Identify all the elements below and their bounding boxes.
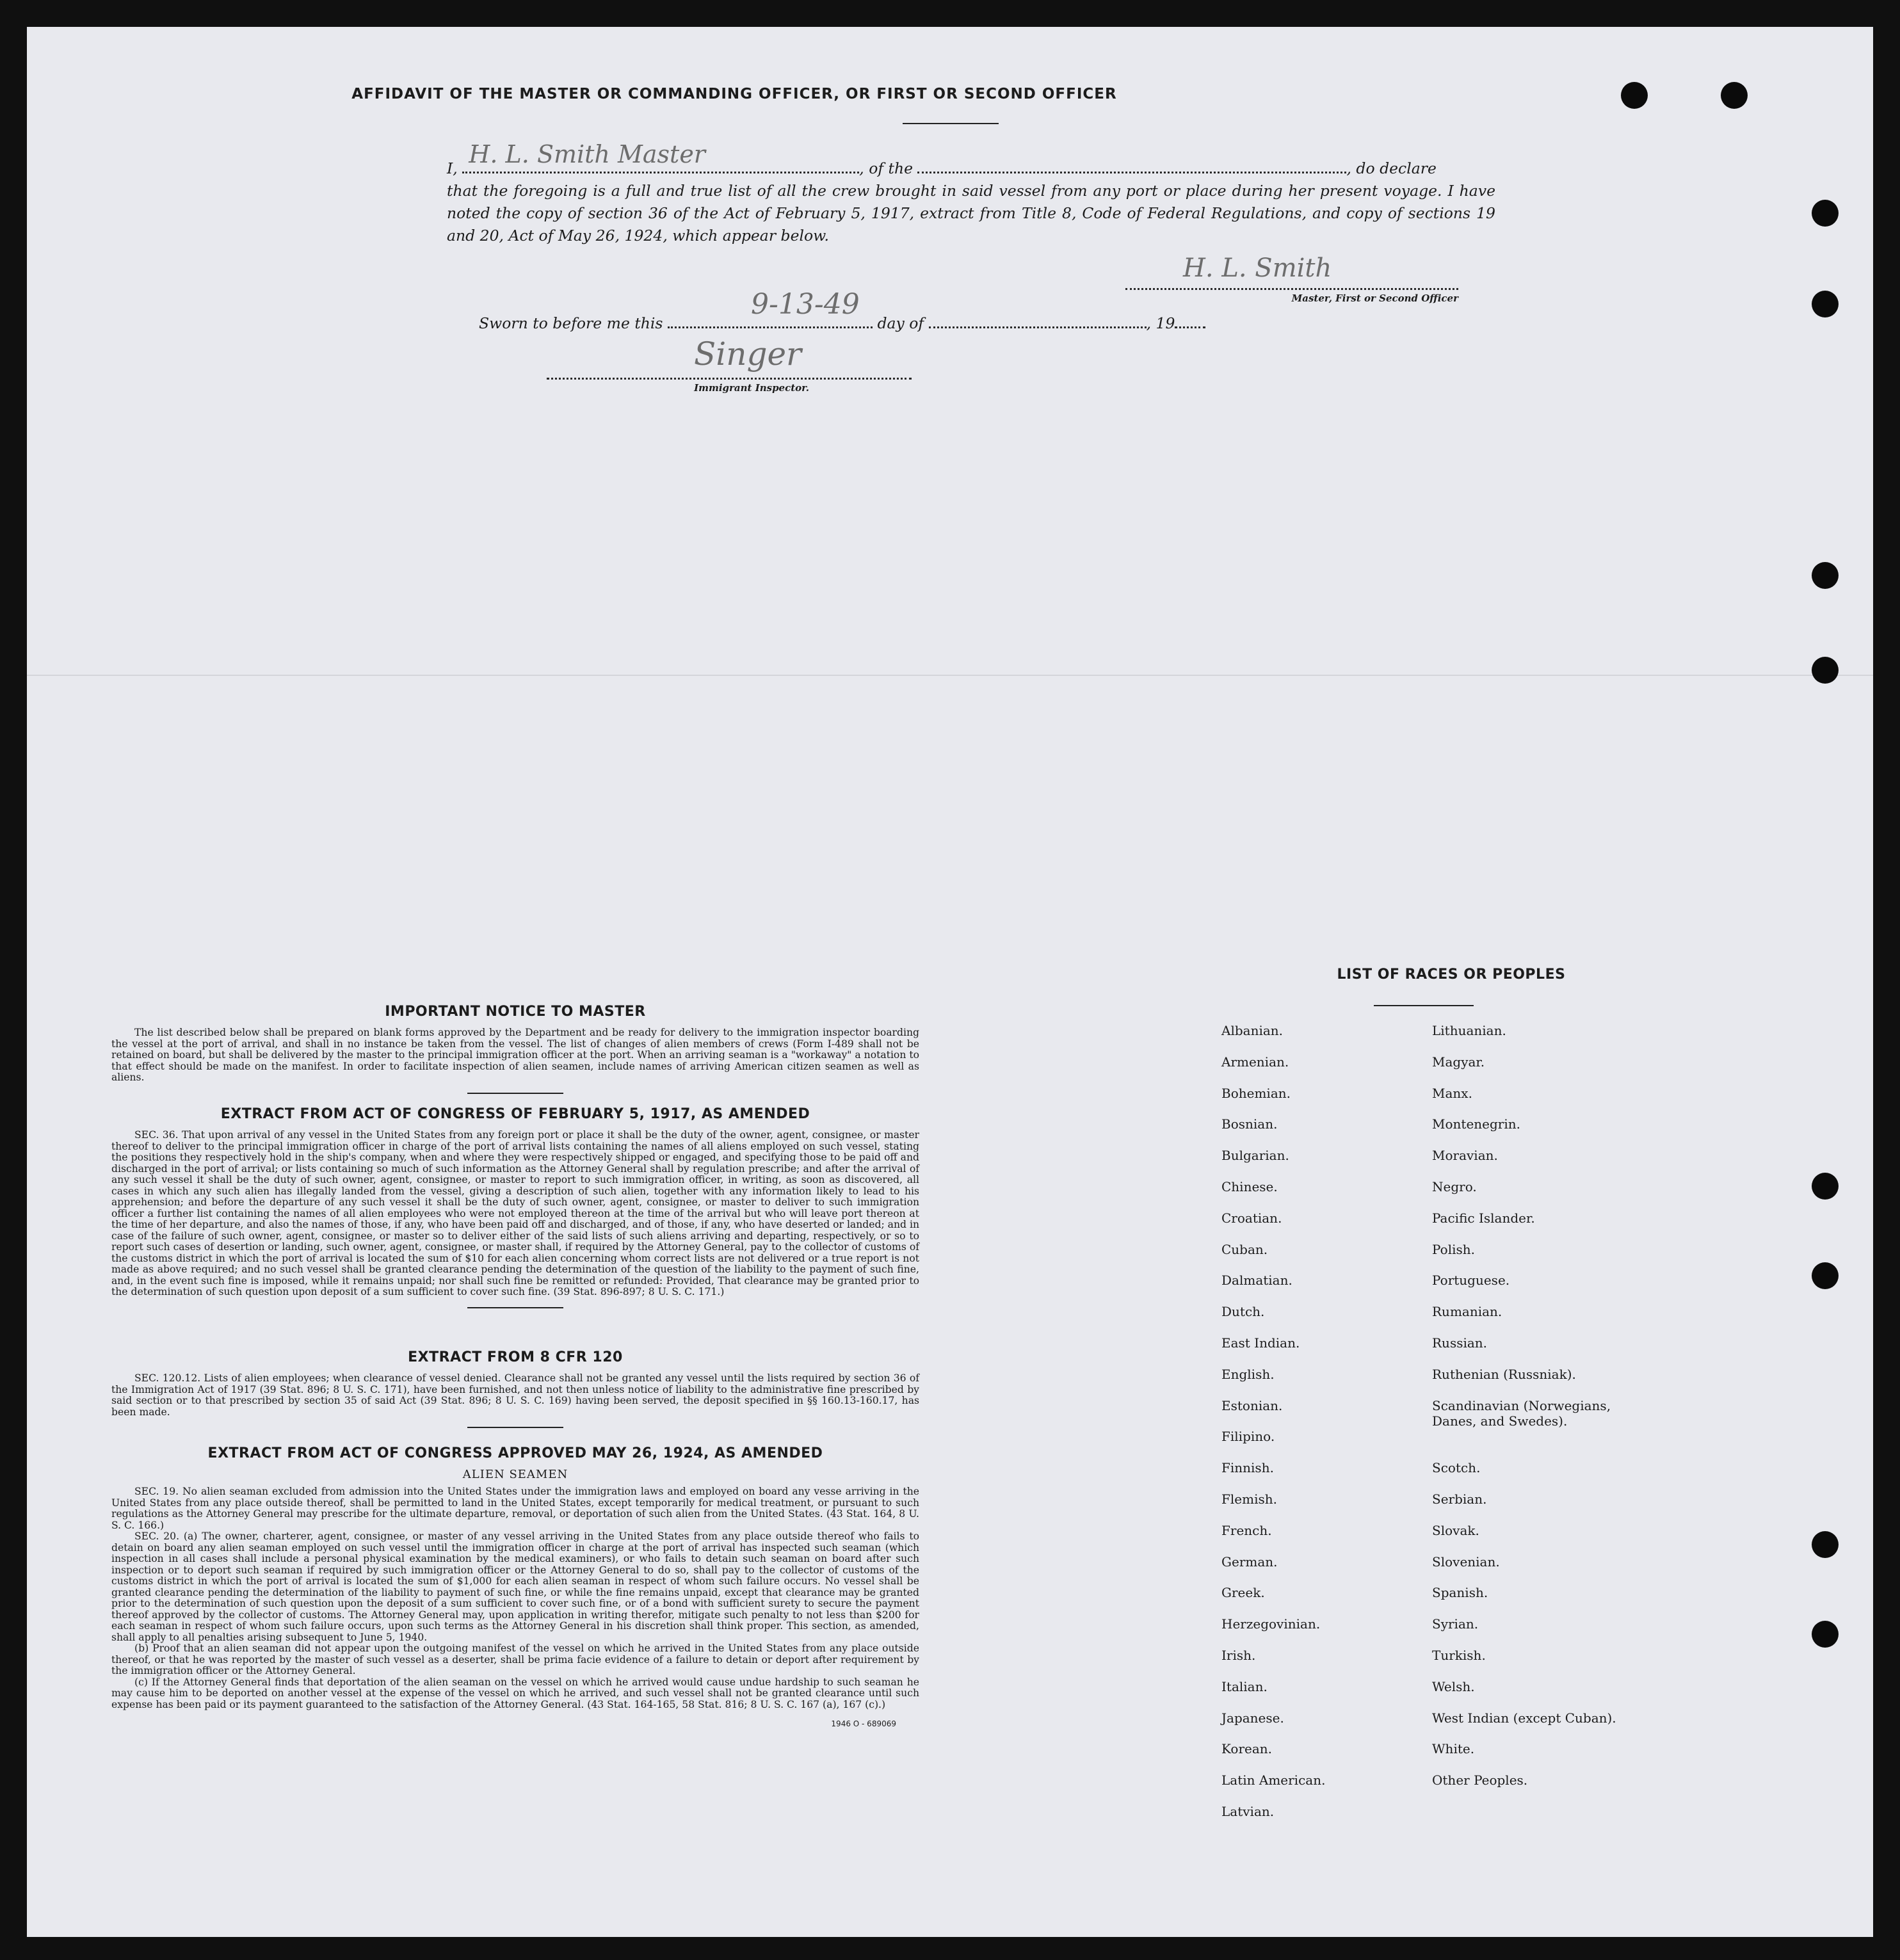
punch-hole [1812, 1173, 1839, 1200]
punch-hole [1812, 562, 1839, 589]
races-title: LIST OF RACES OR PEOPLES [1337, 967, 1566, 983]
race-item: French. [1221, 1522, 1272, 1538]
notice-title: IMPORTANT NOTICE TO MASTER [385, 1004, 646, 1020]
race-item: Rumanian. [1432, 1304, 1502, 1320]
punch-hole [1621, 82, 1648, 109]
race-item: Turkish. [1432, 1648, 1486, 1663]
sec-19-paragraph: SEC. 19. No alien seaman excluded from admission into the United States under the immigration laws and employed on board any vesse arriving in the United States from any place outside thereof, shall be permitted to land in the United States, except temporarily for medical treatment, or pursuant to such regulations as the Attorney General may prescribe for the ultimate departure, removal, or deportation of such alien from the United States. (43 Stat. 164, 8 U. S. C. 166.) [111, 1486, 919, 1531]
inspector-signature-block [547, 335, 912, 394]
master-signature-line [1125, 253, 1458, 290]
i-prefix: I, [447, 159, 458, 177]
race-item: Manx. [1432, 1085, 1472, 1101]
race-item: West Indian (except Cuban). [1432, 1710, 1616, 1726]
sec-20a-paragraph: SEC. 20. (a) The owner, charterer, agent, consignee, or master of any vessel arriving in the United States from any place outside thereof who fails to detain on board any alien seaman employed on such vessel until the immigration officer in charge at the port of arrival has inspected such seaman (which inspection in all cases shall include a personal physical examination by the medical examiners), or who fails to detain such seaman on board after such inspection or to deport such seaman if required by such immigration officer or the Attorney General to do so, shall pay to the collector of customs of the customs district in which the port of arrival is located the sum of $1,000 for each alien seaman in respect of whom such failure occurs. No vessel shall be granted clearance pending the determination of the liability to payment of such fine, or while the fine remains unpaid, except that clearance may be granted prior to the determination of such question upon the deposit of a sum sufficient to cover such fine, or of a bond with sufficient surety to secure the payment thereof approved by the collector of customs. The Attorney General may, upon application in writing therefor, mitigate such penalty to not less than $200 for each seaman in respect of whom such failure occurs, upon such terms as the Attorney General in his discretion shall think proper. This section, as amended, shall apply to all penalties arising subsequent to June 5, 1940. [111, 1530, 919, 1643]
inspector-signature-handwritten: Singer [694, 335, 801, 373]
extract-1917-text: SEC. 36. That upon arrival of any vessel in the United States from any foreign port or place it shall be the duty of the owner, agent, consignee, or master thereof to deliver to the principal immigration officer in charge of the port of arrival lists containing the names of all aliens employed on such vessel, stating the positions they respectively hold in the ship's company, when and where they were respectively shipped or engaged, and specifying those to be paid off and discharged in the port of arrival; or lists containing so much of such information as the Attorney General shall by regulation prescribe; and after the arrival of any such vessel it shall be the duty of such owner, agent, consignee, or master to report to such immigration officer, in writing, as soon as discovered, all cases in which any such alien has illegally landed from the vessel, giving a description of such alien, together with any information likely to lead to his apprehension; and before the departure of any such vessel it shall be the duty of such owner, agent, consignee, or master to deliver to such immigration officer a further list containing the names of all alien employees who were not employed thereon at the time of the arrival but who will leave port thereon at the time of her departure, and also the names of those, if any, who have been paid off and discharged, and of those, if any, who have deserted or landed; and in case of the failure of such owner, agent, consignee, or master so to deliver either of the said lists of such aliens arriving and departing, respectively, or so to report such cases of desertion or landing, such owner, agent, consignee, or master shall, if required by the Attorney General, pay to the collector of customs of the customs district in which the port of arrival is located the sum of $10 for each alien concerning whom correct lists are not delivered or a true report is not made as above required; and no such vessel shall be granted clearance pending the determination of the question of the liability to the payment of such fine, and, in the event such fine is imposed, while it remains unpaid; nor shall such fine be remitted or refunded: Provided, That clearance may be granted prior to the determination of such question upon deposit of a sum sufficient to cover such fine. (39 Stat. 896-897; 8 U. S. C. 171.) [111, 1129, 919, 1297]
race-item: Greek. [1221, 1585, 1265, 1601]
extract-1924-subtitle: ALIEN SEAMEN [462, 1468, 568, 1481]
day-of-label: day of [877, 314, 924, 332]
punch-hole [1812, 657, 1839, 684]
section-rule [467, 1427, 563, 1428]
race-item: Bohemian. [1221, 1085, 1291, 1101]
race-item: Lithuanian. [1432, 1023, 1506, 1038]
race-item: Dutch. [1221, 1304, 1265, 1320]
race-item: Russian. [1432, 1335, 1488, 1351]
punch-hole [1812, 1621, 1839, 1648]
port-field [917, 152, 1346, 173]
race-item: East Indian. [1221, 1335, 1300, 1351]
affidavit-text: that the foregoing is a full and true list of all the crew brought in said vessel from any port or place during her present voyage. I have noted the copy of section 36 of the Act of February 5, 1917, extract from Title 8, Code of Federal Regulations, and copy of sections 19 and 20, Act of May 26, 1924, which appear below. [447, 182, 1495, 245]
race-item: Korean. [1221, 1741, 1273, 1757]
inspector-label: Immigrant Inspector. [694, 382, 809, 394]
extract-1917-title: EXTRACT FROM ACT OF CONGRESS OF FEBRUARY 5, 1917, AS AMENDED [220, 1106, 810, 1122]
sworn-prefix: Sworn to before me this [479, 314, 663, 332]
sworn-date-handwritten: 9-13-49 [750, 288, 860, 321]
punch-hole [1812, 291, 1839, 317]
title-rule [903, 123, 999, 124]
month-field [929, 307, 1147, 328]
sec-20b-paragraph: (b) Proof that an alien seaman did not appear upon the outgoing manifest of the vessel on which he arrived in the United States from any place outside thereof, or that he was reported by the master of such vessel as a deserter, shall be prima facie evidence of a failure to detain or deport after requirement by the immigration officer or the Attorney General. [111, 1643, 919, 1676]
race-item: Filipino. [1221, 1429, 1275, 1445]
notice-text-block [111, 1027, 919, 1084]
punch-hole [1721, 82, 1748, 109]
affidavit-first-line [447, 140, 1495, 180]
race-item: Pacific Islander. [1432, 1210, 1535, 1226]
race-item: Syrian. [1432, 1616, 1479, 1632]
race-item: Polish. [1432, 1241, 1475, 1257]
master-name-handwritten: H. L. Smith Master [469, 140, 705, 168]
race-item: Scotch. [1432, 1460, 1481, 1476]
extract-1924-section [111, 1445, 919, 1728]
fold-line [27, 675, 1873, 676]
section-rule [467, 1307, 563, 1308]
notice-text: The list described below shall be prepared on blank forms approved by the Department and be ready for delivery to the immigration inspector boarding the vessel at the port of arrival, and shall in no instance be taken from the vessel. The list of changes of alien members of crews (Form I-489 shall not be retained on board, but shall be delivered by the master to the principal immigration officer at the port. When an arriving seaman is a "workaway" a notation to that effect should be made on the manifest. In order to facilitate inspection of alien seamen, include names of arriving American citizen seamen as well as aliens. [111, 1027, 919, 1083]
race-item: Ruthenian (Russniak). [1432, 1366, 1576, 1382]
master-signature-label: Master, First or Second Officer [1291, 293, 1458, 304]
races-title-rule [1374, 1005, 1474, 1006]
inspector-signature-line [547, 335, 912, 380]
notice-section [111, 1004, 919, 1094]
race-item: Chinese. [1221, 1179, 1278, 1194]
race-item: Irish. [1221, 1648, 1256, 1663]
punch-hole [1812, 1531, 1839, 1558]
punch-hole [1812, 200, 1839, 227]
extract-1917-section [111, 1106, 919, 1308]
race-item: Welsh. [1432, 1678, 1475, 1694]
sworn-date-field [668, 288, 873, 328]
race-item: Slovak. [1432, 1522, 1479, 1538]
race-item: Bosnian. [1221, 1116, 1278, 1132]
race-item: Latin American. [1221, 1772, 1326, 1788]
affidavit-body [447, 140, 1495, 247]
year-field [1175, 307, 1205, 328]
sworn-line [479, 288, 1205, 332]
punch-hole [1812, 1262, 1839, 1289]
race-item: Japanese. [1221, 1710, 1284, 1726]
race-item: Spanish. [1432, 1585, 1488, 1601]
extract-cfr-section [111, 1349, 919, 1428]
extract-1924-title: EXTRACT FROM ACT OF CONGRESS APPROVED MAY 26, 1924, AS AMENDED [207, 1445, 823, 1461]
race-item: Armenian. [1221, 1054, 1289, 1070]
print-code: 1946 O - 689069 [831, 1719, 896, 1728]
extract-cfr-text-block [111, 1373, 919, 1418]
race-item: Croatian. [1221, 1210, 1282, 1226]
of-the-label: , of the [859, 159, 913, 177]
extract-cfr-text: SEC. 120.12. Lists of alien employees; when clearance of vessel denied. Clearance shall not be granted any vessel until the lists required by section 36 of the Immigration Act of 1917 (39 Stat. 896; 8 U. S. C. 171), have been furnished, and not then unless notice of liability to the administrative fine prescribed by said section or to that prescribed by section 35 of said Act (39 Stat. 896; 8 U. S. C. 169) having been served, the deposit specified in §§ 160.13-160.17, has been made. [111, 1372, 919, 1418]
race-item: Italian. [1221, 1678, 1268, 1694]
race-item: Bulgarian. [1221, 1148, 1289, 1164]
race-item: English. [1221, 1366, 1275, 1382]
race-item: Latvian. [1221, 1804, 1275, 1819]
race-item: Other Peoples. [1432, 1772, 1528, 1788]
race-item: Herzegovinian. [1221, 1616, 1321, 1632]
section-rule [467, 1093, 563, 1094]
race-item: Dalmatian. [1221, 1273, 1292, 1289]
year-prefix: , 19 [1146, 314, 1175, 332]
race-item: Negro. [1432, 1179, 1477, 1194]
race-item: White. [1432, 1741, 1475, 1757]
race-item: Finnish. [1221, 1460, 1274, 1476]
race-item: Slovenian. [1432, 1554, 1500, 1570]
do-declare-label: , do declare [1346, 159, 1437, 177]
document-page [27, 27, 1873, 1937]
sec-20c-paragraph: (c) If the Attorney General finds that deportation of the alien seaman on the vessel on which he arrived would cause undue hardship to such seaman he may cause him to be deported on another vessel at the expense of the vessel on which he arrived, and such vessel shall not be granted clearance until such expense has been paid or its payment guaranteed to the satisfaction of the Attorney General. (43 Stat. 164-165, 58 Stat. 816; 8 U. S. C. 167 (a), 167 (c).) [111, 1676, 919, 1710]
race-item: Moravian. [1432, 1148, 1498, 1164]
race-item: Estonian. [1221, 1397, 1283, 1413]
race-item: Montenegrin. [1432, 1116, 1520, 1132]
race-item: German. [1221, 1554, 1278, 1570]
race-item: Cuban. [1221, 1241, 1268, 1257]
race-item: Serbian. [1432, 1491, 1487, 1507]
extract-1917-text-block [111, 1130, 919, 1298]
master-signature-handwritten: H. L. Smith [1183, 253, 1332, 283]
extract-cfr-title: EXTRACT FROM 8 CFR 120 [408, 1349, 623, 1365]
race-item: Magyar. [1432, 1054, 1485, 1070]
extract-1924-text-block [111, 1486, 919, 1710]
master-signature-block [1125, 253, 1458, 304]
race-item: Scandinavian (Norwegians, Danes, and Swedes). [1432, 1397, 1611, 1429]
race-item: Albanian. [1221, 1023, 1284, 1038]
race-item: Flemish. [1221, 1491, 1277, 1507]
race-item: Portuguese. [1432, 1273, 1510, 1289]
master-name-field [462, 140, 859, 173]
affidavit-title: AFFIDAVIT OF THE MASTER OR COMMANDING OFFICER, OR FIRST OR SECOND OFFICER [351, 86, 1117, 102]
